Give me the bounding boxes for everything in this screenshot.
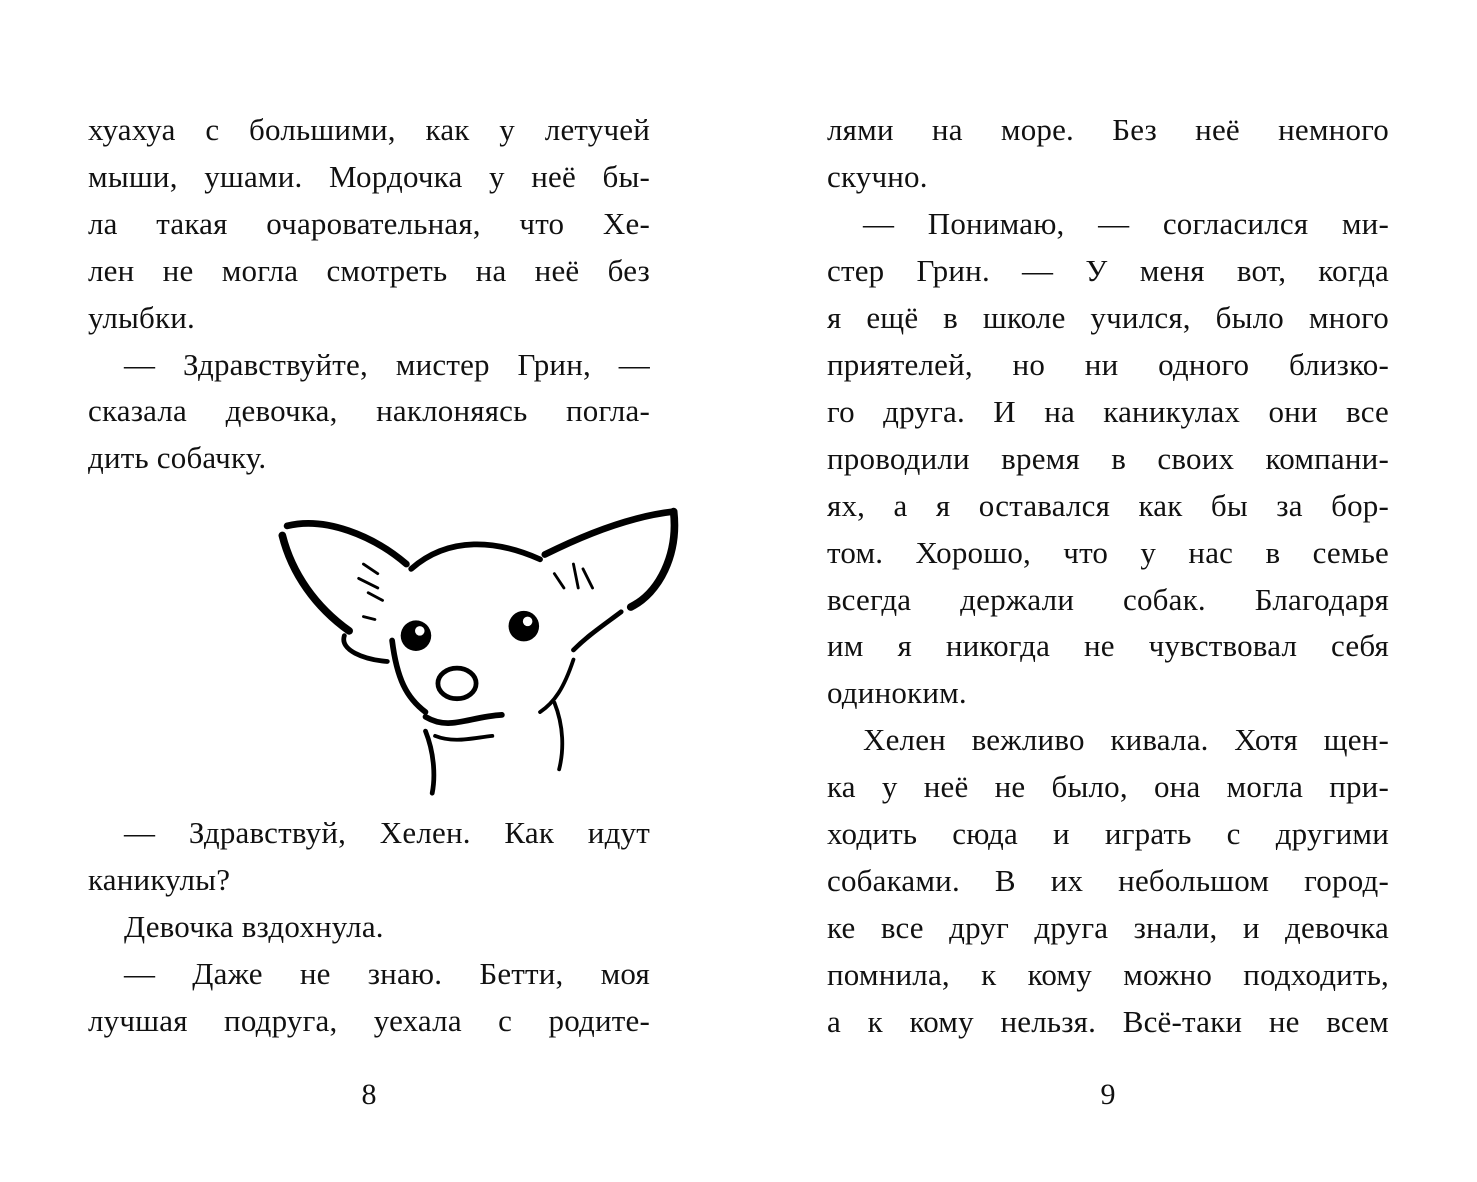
- text-line: — Здравствуйте, мистер Грин, —: [124, 346, 650, 382]
- text-line: стер Грин. — У меня вот, когда: [827, 252, 1389, 288]
- text-line: улыбки.: [88, 299, 196, 335]
- text-line: дить собачку.: [88, 440, 267, 476]
- text-line: помнила, к кому можно подходить,: [827, 957, 1389, 993]
- page-number-right: 9: [1100, 1078, 1116, 1111]
- text-line: ке все друг друга знали, и девочка: [827, 910, 1389, 946]
- text-line: приятелей, но ни одного близко-: [827, 346, 1389, 382]
- text-line: том. Хорошо, что у нас в семье: [827, 534, 1389, 570]
- text-line: лен не могла смотреть на неё без: [88, 252, 650, 288]
- text-line: я ещё в школе учился, было много: [827, 299, 1389, 335]
- text-line: ях, а я оставался как бы за бор-: [827, 487, 1389, 523]
- text-line: каникулы?: [88, 861, 231, 897]
- text-line: проводили время в своих компани-: [827, 440, 1389, 476]
- text-line: лучшая подруга, уехала с родите-: [88, 1002, 650, 1038]
- chihuahua-illustration: [268, 495, 688, 805]
- text-line: собаками. В их небольшом город-: [827, 863, 1389, 899]
- text-line: одиноким.: [827, 675, 967, 711]
- text-line: сказала девочка, наклоняясь погла-: [88, 393, 650, 429]
- text-line: лями на море. Без неё немного: [827, 112, 1389, 147]
- text-line: им я никогда не чувствовал себя: [827, 628, 1389, 664]
- text-line: ка у неё не было, она могла при-: [827, 769, 1389, 805]
- text-line: ходить сюда и играть с другими: [827, 816, 1389, 852]
- text-line: всегда держали собак. Благодаря: [827, 581, 1389, 617]
- page-number-left: 8: [361, 1078, 377, 1111]
- text-line: го друга. И на каникулах они все: [827, 393, 1389, 429]
- text-line: — Понимаю, — согласился ми-: [863, 205, 1389, 241]
- text-line: ла такая очаровательная, что Хе-: [88, 205, 650, 241]
- text-line: а к кому нельзя. Всё-таки не всем: [827, 1004, 1389, 1040]
- text-line: хуахуа с большими, как у летучей: [88, 112, 650, 147]
- text-line: Девочка вздохнула.: [124, 908, 384, 944]
- left-page: [88, 0, 650, 1182]
- text-line: — Здравствуй, Хелен. Как идут: [124, 815, 650, 850]
- text-line: скучно.: [827, 158, 928, 194]
- right-page: [827, 0, 1389, 1182]
- text-line: Хелен вежливо кивала. Хотя щен-: [863, 722, 1389, 758]
- text-line: — Даже не знаю. Бетти, моя: [124, 955, 650, 991]
- text-line: мыши, ушами. Мордочка у неё бы-: [88, 158, 650, 194]
